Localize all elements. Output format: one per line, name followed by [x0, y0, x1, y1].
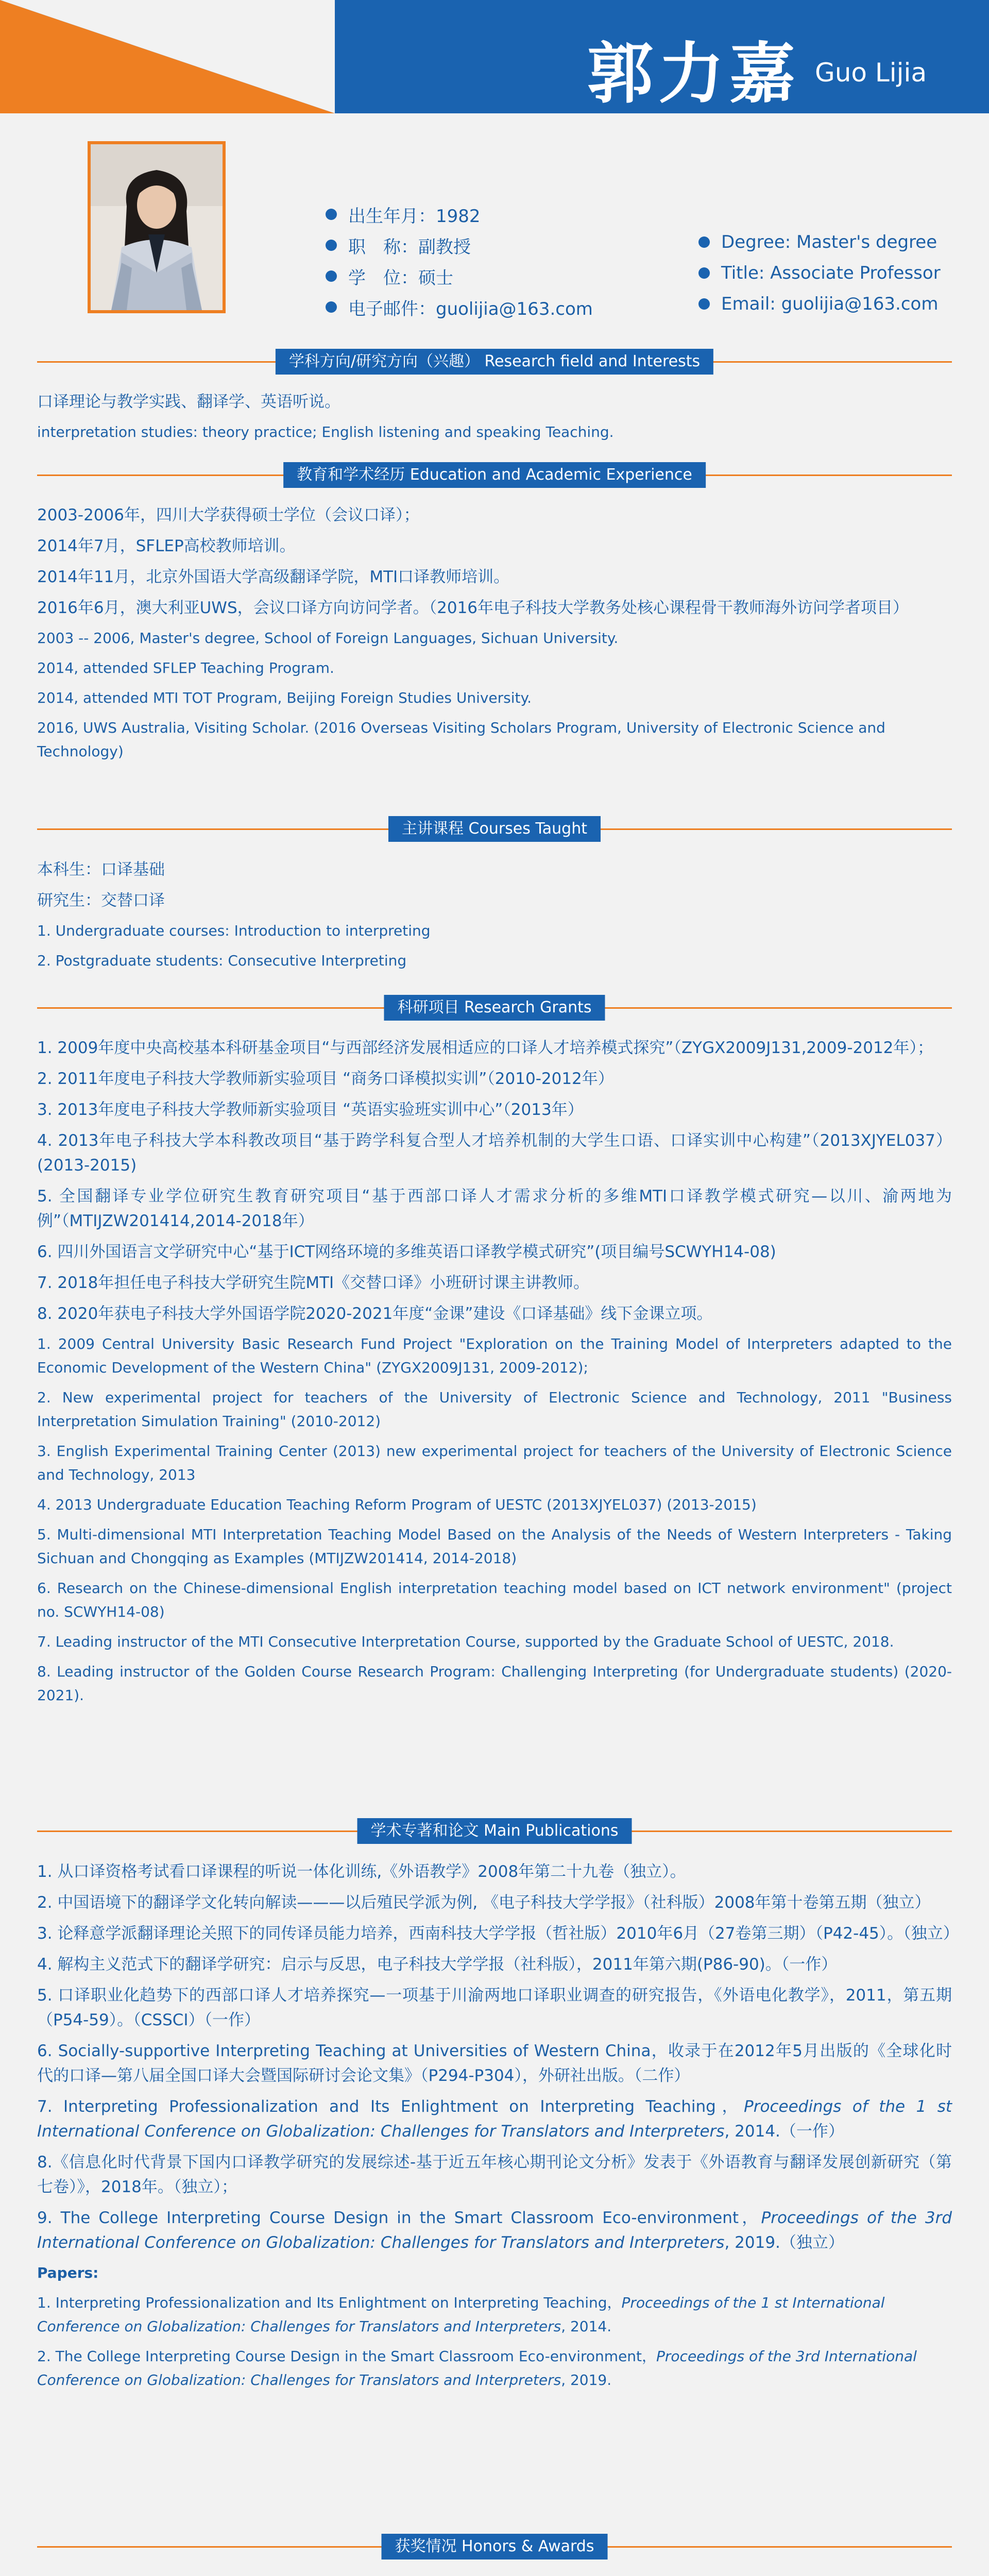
profile-english	[698, 227, 941, 319]
publications-content: 1. 从口译资格考试看口译课程的听说一体化训练,《外语教学》2008年第二十九卷（独立）。 2. 中国语境下的翻译学文化转向解读———以后殖民学派为例, 《电子科技大学学报》（社科版）2008年第十卷第五期（独立） 3. 论释意学派翻译理论关照下的同传译员能力培养，西南科技大学学报（哲社版）2010年6月（27卷第三期）（P42-45）。（独立） 4. 解构主义范式下的翻译学研究：启示与反思，电子科技大学学报（社科版），2011年第六期(P86-90)。（一作） 5. 口译职业化趋势下的西部口译人才培养探究—一项基于川渝两地口译职业调查的研究报告，《外语电化教学》，2011，第五期（P54-59）。（CSSCI）（一作） 6. Socially-supportive Interpreting Teaching at Universities of Western China，收录于在2012年5月出版的《全球化时代的口译—第八届全国口译大会暨国际研讨会论文集》（P294-P304），外研社出版。（二作） 7. Interpreting Professionalization and Its Enlightment on Interpreting Teaching，Proceedings of the 1 st International Conference on Globalization: Challenges for Translators and Interpreters, 2014.（一作） 8.《信息化时代背景下国内口译教学研究的发展综述-基于近五年核心期刊论文分析》发表于《外语教育与翻译发展创新研究（第七卷）》，2018年。（独立）； 9. The College Interpreting Course Design in the Smart Classroom Eco-environment，Proceedings of the 3rd International Conference on Globalization: Challenges for Translators and Interpreters, 2019.（独立） Papers: 1. Interpreting Professionalization and Its Enlightment on Interpreting Teaching，Proceedings of the 1 st International Conference on Globalization: Challenges for Translators and Interpreters, 2014. 2. The College Interpreting Course Design in the Smart Classroom Eco-environment，Proceedings of the 3rd International Conference on Globalization: Challenges for Translators and Interpreters, 2019.	[37, 1859, 952, 2398]
section-heading-honors: 获奖情况 Honors & Awards	[37, 2534, 952, 2560]
section-heading-grants: 科研项目 Research Grants	[37, 995, 952, 1021]
profile-birth: 出生年月：1982	[326, 199, 593, 230]
profile-email-en: Email: guolijia@163.com	[698, 289, 941, 319]
publication-9: 9. The College Interpreting Course Design in the Smart Classroom Eco-environment，Proceedings of the 3rd International Conference on Globalization: Challenges for Translators and Interpreters, 2019.（独立）	[37, 2209, 952, 2252]
section-heading-courses: 主讲课程 Courses Taught	[37, 816, 952, 842]
portrait-photo	[88, 141, 226, 313]
research-content: 口译理论与教学实践、翻译学、英语听说。 interpretation studies: theory practice; English listening and speaking Teaching.	[37, 393, 614, 440]
header-banner	[0, 0, 989, 113]
courses-content: 本科生：口译基础 研究生：交替口译 1. Undergraduate courses: Introduction to interpreting 2. Postgraduate students: Consecutive Interpreting	[37, 860, 431, 969]
profile-title-en: Title: Associate Professor	[698, 258, 941, 289]
bullet-icon	[326, 301, 337, 313]
section-heading-publications: 学术专著和论文 Main Publications	[37, 1818, 952, 1844]
name-chinese: 郭力嘉	[587, 36, 801, 112]
bullet-icon	[698, 236, 710, 248]
profile-degree: 学 位：硕士	[326, 261, 593, 292]
publication-7: 7. Interpreting Professionalization and Its Enlightment on Interpreting Teaching，Proceedings of the 1 st International Conference on Globalization: Challenges for Translators and Interpreters, 2014.（一作）	[37, 2097, 952, 2141]
bullet-icon	[326, 240, 337, 251]
paper-1: 1. Interpreting Professionalization and Its Enlightment on Interpreting Teaching，Proceedings of the 1 st International Conference on Globalization: Challenges for Translators and Interpreters, 2014.	[37, 2294, 885, 2335]
bullet-icon	[698, 267, 710, 279]
grants-content: 1. 2009年度中央高校基本科研基金项目“与西部经济发展相适应的口译人才培养模式探究”（ZYGX2009J131,2009-2012年）； 2. 2011年度电子科技大学教师新实验项目 “商务口译模拟实训”（2010-2012年） 3. 2013年度电子科技大学教师新实验项目 “英语实验班实训中心”（2013年） 4. 2013年电子科技大学本科教改项目“基于跨学科复合型人才培养机制的大学生口语、口译实训中心构建”（2013XJYEL037）(2013-2015) 5. 全国翻译专业学位研究生教育研究项目“基于西部口译人才需求分析的多维MTI口译教学模式研究—以川、渝两地为例”（MTIJZW201414,2014-2018年） 6. 四川外国语言文学研究中心“基于ICT网络环境的多维英语口译教学模式研究”(项目编号SCWYH14-08) 7. 2018年担任电子科技大学研究生院MTI《交替口译》小班研讨课主讲教师。 8. 2020年获电子科技大学外国语学院2020-2021年度“金课”建设《口译基础》线下金课立项。 1. 2009 Central University Basic Research Fund Project "Exploration on the Training Model of Interpreters adapted to the Economic Development of the Western China" (ZYGX2009J131, 2009-2012); 2. New experimental project for teachers of the University of Electronic Science and Technology, 2011 "Business Interpretation Simulation Training" (2010-2012) 3. English Experimental Training Center (2013) new experimental project for teachers of the University of Electronic Science and Technology, 2013 4. 2013 Undergraduate Education Teaching Reform Program of UESTC (2013XJYEL037) (2013-2015) 5. Multi-dimensional MTI Interpretation Teaching Model Based on the Analysis of the Needs of Western Interpreters - Taking Sichuan and Chongqing as Examples (MTIJZW201414, 2014-2018) 6. Research on the Chinese-dimensional English interpretation teaching model based on ICT network environment" (project no. SCWYH14-08) 7. Leading instructor of the MTI Consecutive Interpretation Course, supported by the Graduate School of UESTC, 2018. 8. Leading instructor of the Golden Course Research Program: Challenging Interpreting (for Undergraduate students) (2020-2021).	[37, 1039, 952, 1704]
profile-degree-en: Degree: Master's degree	[698, 227, 941, 258]
section-heading-education: 教育和学术经历 Education and Academic Experience	[37, 462, 952, 488]
profile-email: 电子邮件：guolijia@163.com	[326, 292, 593, 323]
portrait-image	[91, 144, 223, 310]
name-english: Guo Lijia	[815, 58, 927, 88]
profile-title: 职 称：副教授	[326, 230, 593, 261]
section-heading-research: 学科方向/研究方向（兴趣） Research field and Interests	[37, 349, 952, 375]
education-content: 2003-2006年，四川大学获得硕士学位（会议口译）； 2014年7月，SFLEP高校教师培训。 2014年11月，北京外国语大学高级翻译学院，MTI口译教师培训。 2016年6月，澳大利亚UWS，会议口译方向访问学者。（2016年电子科技大学教务处核心课程骨干教师海外访问学者项目） 2003 -- 2006, Master's degree, School of Foreign Languages, Sichuan University. 2014, attended SFLEP Teaching Program. 2014, attended MTI TOT Program, Beijing Foreign Studies University. 2016, UWS Australia, Visiting Scholar. (2016 Overseas Visiting Scholars Program, University of Electronic Science and Technology)	[37, 506, 909, 760]
paper-2: 2. The College Interpreting Course Design in the Smart Classroom Eco-environment，Proceedings of the 3rd International Conference on Globalization: Challenges for Translators and Interpreters, 2019.	[37, 2348, 917, 2388]
bullet-icon	[326, 270, 337, 282]
bullet-icon	[698, 298, 710, 310]
profile-chinese	[326, 199, 593, 323]
bullet-icon	[326, 209, 337, 220]
